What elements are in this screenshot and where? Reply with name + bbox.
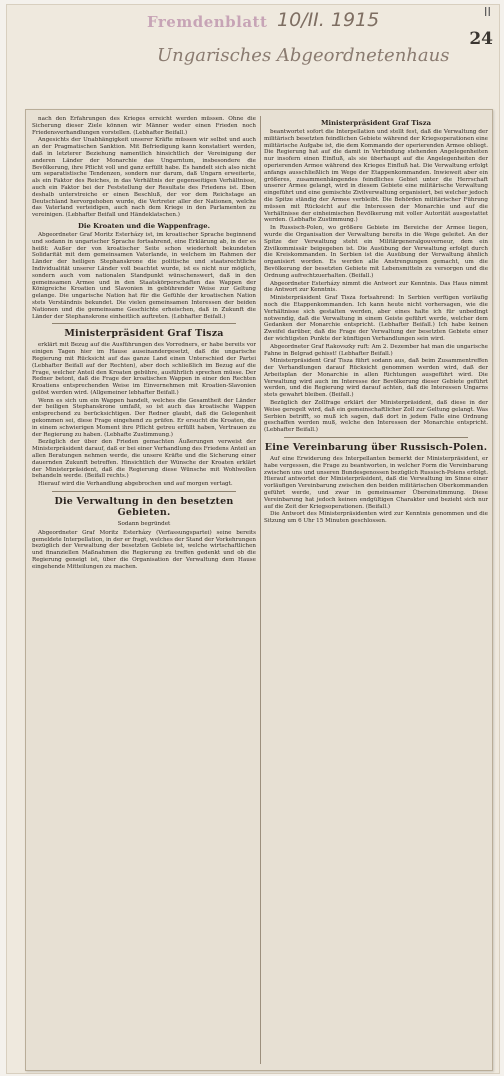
archive-sheet	[6, 4, 500, 1074]
section-heading: Die Verwaltung in den besetzten Gebieten.	[54, 496, 234, 519]
divider	[284, 437, 468, 438]
section-heading: Ministerpräsident Graf Tisza	[64, 328, 224, 340]
paragraph: Wenn es sich um ein Wappen handelt, welches die Gesamtheit der Länder der heiligen Stephanskrone umfaßt, so ist auch das kroatische Wappen entsprechend zu berücksichtigen. Der Redner glaubt, daß die Gelegenheit gekommen sei, diese Frage eingehend zu prüfen. Er ersucht die Kroaten, die in einem schwierigen Moment ihre Pflicht getreu erfüllt haben, Vertrauen zu der Regierung zu haben. (Lebhafte Zustimmung.)	[32, 397, 256, 438]
paragraph: Auf eine Erwiderung des Interpellanten bemerkt der Ministerpräsident, er habe vergessen, die Frage zu beantworten, in welcher Form die Vereinbarung zwischen uns und unseren Bundesgenossen bezüglich Russisch-Polens erfolgt. Hierauf antwortet der Ministerpräsident, daß die Verwaltung im Sinne einer vorläufigen Vereinbarung zwischen den beiden militärischen Oberkommanden geführt werde, und zwar in gemeinsamer Übereinstimmung. Diese Vereinbarung hat jedoch keinen endgültigen Charakter und bezieht sich nur auf die Zeit der Kriegsoperationen. (Beifall.)	[264, 456, 488, 510]
column-divider	[260, 116, 261, 1064]
paragraph: Abgeordneter Graf Rakovszky ruft: Am 2. Dezember hat man die ungarische Fahne in Belgrad gehisst! (Lebhafter Beifall.)	[264, 343, 488, 357]
paragraph: Ministerpräsident Graf Tisza fortsahrend: In Serbien verfügen vorläufig noch die Etappenkommanden. Ich kann heute nicht vorhersagen, wie die Verhältnisse sich gestalten werden, aber eines halte ich für unbedingt notwendig, daß die Verwaltung in einem Geiste geführt werde, welcher dem Gedanken der Monarchie entspricht. (Lebhafter Beifall.) Ich habe keinen Zweifel darüber, daß die Frage der Verwaltung der besetzten Gebiete einer der wichtigsten Punkte der künftigen Verhandlungen sein wird.	[264, 295, 488, 342]
section-heading: Ministerpräsident Graf Tisza	[321, 119, 431, 127]
paragraph: beantwortet sofort die Interpellation und stellt fest, daß die Verwaltung der militärisch besetzten feindlichen Gebiete während der Kriegsoperationen eine militärische Aufgabe ist, die dem Kommando der operierenden Armee obliegt. Die Regierung hat auf die damit in Verbindung stehenden Angelegenheiten nur insofern einen Einfluß, als sie überhaupt auf die Angelegenheiten der operierenden Armee während des Krieges Einfluß hat. Die Verwaltung erfolgt anfangs ausschließlich im Wege der Etappenkommanden. Inwieweit aber ein größeres, zusammenhängendes feindliches Gebiet unter die Herrschaft unserer Armee gelangt, wird in diesem Gebiete eine militärische Verwaltung eingeführt und eine gemischte Zivilverwaltung organisiert, bei welcher jedoch die Spitze ständig der Armee verbleibt. Die Behörden militärischer Führung müssen mit Rücksicht auf die Interessen der Monarchie und auf die Verhältnisse der einheimischen Bevölkerung mit voller Autorität ausgestattet werden. (Lebhafte Zustimmung.)	[264, 129, 488, 224]
newspaper-clipping	[25, 109, 493, 1071]
left-column	[32, 116, 256, 1064]
section-heading: Eine Vereinbarung über Russisch-Polen.	[264, 442, 488, 454]
paragraph: Abgeordneter Graf Moritz Esterházy (Verfassungspartei) seine bereits gemeldete Interpellation, in der er fragt, welches der Stand der Vorkehrungen bezüglich der Verwaltung der besetzten Gebiete ist, welche wirtschaftlichen und finanziellen Maßnahmen die Regierung zu treffen gedenkt und ob die Regierung geneigt ist, über die Organisation der Verwaltung dem Hause eingehende Mitteilungen zu machen.	[32, 529, 256, 570]
paragraph: erklärt mit Bezug auf die Ausführungen des Vorredners, er habe bereits vor einigen Tagen hier im Hause auseinandergesetzt, daß die ungarische Regierung mit Rücksicht auf das ganze Land einen Unterschied der Partei (Lebhafter Beifall auf der Rechten), aber doch schließlich im Bezug auf die Frage, welcher Anteil den Kroaten gebühre, ausführlich sprechen müsse. Der Redner betont, daß die Frage der kroatischen Wappen in einer den Rechten Kroatiens entsprechenden Weise im Einvernehmen mit Kroatien-Slavonien gelöst werden wird. (Allgemeiner lebhafter Beifall.)	[32, 342, 256, 396]
paragraph: Abgeordneter Esterházy nimmt die Antwort zur Kenntnis. Das Haus nimmt die Antwort zur Kenntnis.	[264, 280, 488, 294]
handwritten-title: Ungarisches Abgeordnetenhaus	[157, 45, 450, 66]
paragraph: In Russisch-Polen, wo größere Gebiete im Bereiche der Armee liegen, wurde die Organisation der Verwaltung bereits in die Wege geleitet. An der Spitze der Verwaltung steht ein Militärgeneralgouverneur, dem ein Zivilkommissär beigegeben ist. Die Ausübung der Verwaltung erfolgt durch die Kreiskommanden. In Serbien ist die Ausübung der Verwaltung ähnlich organisiert worden. Es werden alle Anstrengungen gemacht, um die Bevölkerung der besetzten Gebiete mit Lebensmitteln zu versorgen und die Ordnung aufrechtzuerhalten. (Beifall.)	[264, 225, 488, 279]
divider	[52, 491, 236, 492]
paragraph: Abgeordneter Graf Moritz Esterházy ist, im kroatischer Sprache beginnend und sodann in ungarischer Sprache fortsahrend, eine Erklärung ab, in der es heißt: Außer der von kroatischer Seite schon wiederholt bekundeten Solidarität mit dem gemeinsamen Vaterlande, in welchem im Rahmen der Länder der heiligen Stephanskrone die politische und staatsrechtliche Individualität unserer Länder voll beachtet wurde, ist es nicht nur möglich, sondern auch vom nationalen Standpunkt wünschenswert, daß in den gemeinsamen Armee und in den Staatskörperschaften das Wappen der Königreiche Kroatien und Slavonien in gebührender Weise zur Geltung gelange. Die ungarische Nation hat für die Gefühle der kroatischen Nation stets Verständnis bekundet. Die vielen gemeinsamen Interessen der beiden Nationen und die gemeinsame Geschichte erheischen, daß in Zukunft die Länder der Stephanskrone einheitlich auftreten. (Lebhafter Beifall.)	[32, 231, 256, 320]
section-subtitle: Sodann begründet	[117, 521, 171, 528]
divider	[52, 323, 236, 324]
section-heading: Die Kroaten und die Wappenfrage.	[78, 221, 210, 230]
handwritten-mark: II	[483, 5, 491, 19]
paragraph: Die Antwort des Ministerpräsidenten wird zur Kenntnis genommen und die Sitzung um 6 Uhr 15 Minuten geschlossen.	[264, 511, 488, 525]
paragraph: Angesichts der Unabhängigkeit unserer Kräfte müssen wir selbst und auch an der Pragmatischen Sanktion. Mit Befriedigung kann konstatiert werden, daß in letzterer Beziehung namentlich hinsichtlich der Vereinigung der anderen Länder der Monarchie das Ungarntum, insbesondere die Bevölkerung, ihre Pflicht voll und ganz erfüllt habe. Es handelt sich also nicht um separatistische Tendenzen, sondern nur darum, daß Ungarn erweiterte, als ein Faktor des Reiches, in das Verhältnis der gegenseitigen Verhältnisse, auch ein Faktor bei der Feststellung der Resultate des Friedens ist. Eben deshalb unterstreiche er einen Beschluß, der vor dem Reichstage an Deutschland hervorgehoben wurde, die Vertreter aller der Nationen, welche das Vaterland verteidigen, auch nach dem Kriege in den Parlamenten zu vereinigen. (Lebhafter Beifall und Händeklatschen.)	[32, 137, 256, 219]
paragraph: Ministerpräsident Graf Tisza führt sodann aus, daß beim Zusammentreffen der Verhandlungen darauf Rücksicht genommen werden wird, daß der Arbeitsplan der Monarchie in allen Richtungen ausgeführt wird. Die Verwaltung wird auch im Interesse der Bevölkerung dieser Gebiete geführt werden, und die Regierung wird darauf achten, daß die Interessen Ungarns stets gewahrt bleiben. (Beifall.)	[264, 358, 488, 399]
paragraph: Hierauf wird die Verhandlung abgebrochen und auf morgen vertagt.	[38, 481, 233, 488]
handwritten-date: 10/II. 1915	[277, 9, 380, 31]
paragraph: Bezüglich der über den Frieden gemachten Äußerungen verweist der Ministerpräsident darauf, daß er bei einer Verhandlung des Friedens Anteil an allen Beratungen nehmen werde, die unsere Kräfte und die Sicherung einer dauernden Zukunft betreffen. Hinsichtlich der Wünsche der Kroaten erklärt der Ministerpräsident, daß die Regierung diese Wünsche mit Wohlwollen behandeln werde. (Beifall rechts.)	[32, 439, 256, 480]
archive-header	[7, 5, 499, 105]
page-number: 24	[469, 29, 493, 49]
paragraph: nach den Erfahrungen des Krieges erreicht werden müssen. Ohne die Sicherung dieser Ziele können wir Männer weder einen Frieden noch Friedensverhandlungen vorstellen. (Lebhafter Beifall.)	[32, 116, 256, 136]
right-column	[264, 116, 488, 1064]
paragraph: Bezüglich der Zollfrage erklärt der Ministerpräsident, daß diese in der Weise geregelt wird, daß ein gemeinschaftlicher Zoll zur Geltung gelangt. Was Serbien betrifft, so muß ich sagen, daß dort in jedem Falle eine Ordnung geschaffen werden muß, welche den Interessen der Monarchie entspricht. (Lebhafter Beifall.)	[264, 400, 488, 434]
newspaper-masthead: Fremdenblatt	[147, 13, 268, 31]
